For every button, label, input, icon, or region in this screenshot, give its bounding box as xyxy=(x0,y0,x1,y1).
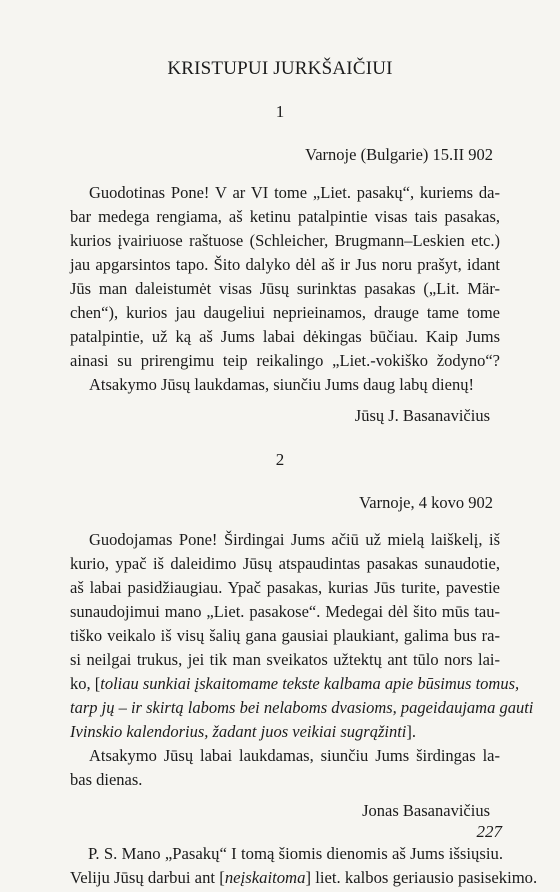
letter-2-line: kurio, ypač iš daleidimo Jūsų atspaudintas pasakas sunaudotie, xyxy=(70,554,500,573)
letter-2-line: aš labai pasidžiaugiau. Ypač pasakas, kurias Jūs turite, pavestie xyxy=(70,578,500,597)
letter-2-line-editorial xyxy=(70,720,500,744)
letter-2-line: si neilgai trukus, jei tik man sveikatos užtektų ant tūlo nors lai- xyxy=(70,650,500,669)
letter-2-number: 2 xyxy=(275,450,285,469)
letter-1-line: Jūs man daleistumėt visas Jūsų surinktas pasakas („Lit. Mär- xyxy=(70,279,500,298)
postscript-line: P. S. Mano „Pasakų“ I tomą šiomis dienomis aš Jums išsiųsiu. xyxy=(88,844,503,863)
letter-1-date: Varnoje (Bulgarie) 15.II 902 xyxy=(305,145,493,164)
letter-2-line-editorial xyxy=(70,672,520,696)
letter-1-line: chen“), kurios jau daugeliui neprieinamos, drauge tame tome xyxy=(70,303,500,322)
text-fragment: ] liet. kalbos geriausio pasisekimo. xyxy=(305,868,538,887)
page-number: 227 xyxy=(476,822,502,841)
letter-1-line: jau apgarsintos tapo. Šito dalyko dėl aš ir Jus noru prašyt, idant xyxy=(70,255,500,274)
letter-2-line: bas dienas. xyxy=(70,770,143,789)
text-fragment: ko, [ xyxy=(70,674,101,693)
text-fragment: ]. xyxy=(406,722,417,741)
letter-1-number: 1 xyxy=(275,102,285,121)
letter-1-line: Atsakymo Jūsų laukdamas, siunčiu Jums daug labų dienų! xyxy=(89,375,474,394)
letter-1-line: bar medega rengiama, aš ketinu patalpintie visas tais pasakas, xyxy=(70,207,500,226)
letter-1-line: ainasi su prirengimu teip reikalingo „Liet.-vokiško žodyno“? xyxy=(70,351,500,370)
editorial-note: tarp jų – ir skirtą laboms bei nelaboms dvasioms, pageidaujama gauti xyxy=(70,698,534,717)
text-fragment: Veliju Jūsų darbui ant [ xyxy=(70,868,225,887)
letter-1-line: kurios įvairiuose raštuose (Schleicher, Brugmann–Leskien etc.) xyxy=(70,231,500,250)
letter-2-line-editorial xyxy=(70,696,534,720)
letter-1-signature: Jūsų J. Basanavičius xyxy=(354,406,490,425)
letter-recipient-title: KRISTUPUI JURKŠAIČIUI xyxy=(167,58,393,79)
letter-2-line: Guodojamas Pone! Širdingai Jums ačiū už mielą laiškelį, iš xyxy=(89,530,500,549)
letter-2-line: tiško veikalo iš visų šalių gana gausiai plaukiant, galima bus ra- xyxy=(70,626,500,645)
letter-2-line: sunaudojimui mano „Liet. pasakose“. Medegai dėl šito mūs tau- xyxy=(70,602,500,621)
letter-2-date: Varnoje, 4 kovo 902 xyxy=(359,493,493,512)
letter-2-line: Atsakymo Jūsų labai laukdamas, siunčiu Jums širdingas la- xyxy=(89,746,500,765)
letter-2-signature: Jonas Basanavičius xyxy=(362,801,490,820)
editorial-note: toliau sunkiai įskaitomame tekste kalbama apie būsimus tomus, xyxy=(100,674,520,693)
letter-1-line: patalpintie, už ką aš Jums labai dėkingas būčiau. Kaip Jums xyxy=(70,327,500,346)
postscript-line xyxy=(70,866,538,890)
editorial-note: neįskaitoma xyxy=(224,868,306,887)
letter-1-line: Guodotinas Pone! V ar VI tome „Liet. pasakų“, kuriems da- xyxy=(89,183,500,202)
editorial-note: Ivinskio kalendorius, žadant juos veikiai sugrąžinti xyxy=(70,722,407,741)
